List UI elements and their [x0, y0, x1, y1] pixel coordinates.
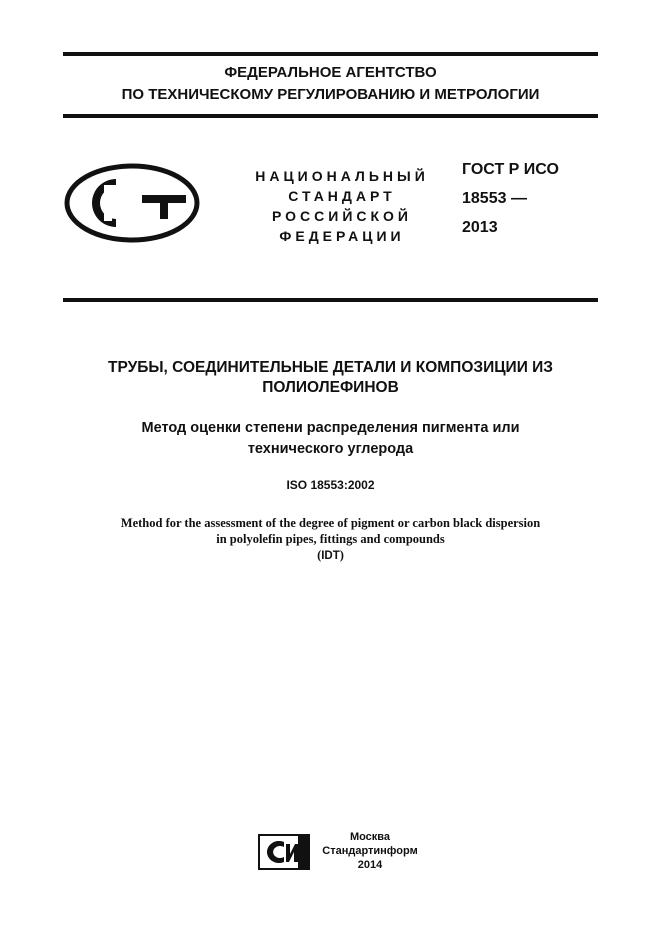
title-line-2: ПОЛИОЛЕФИНОВ: [262, 379, 399, 396]
standard-type-line-3: РОССИЙСКОЙ: [272, 208, 412, 224]
english-title: [63, 515, 598, 564]
designation-line-1: ГОСТ Р ИСО: [462, 161, 559, 178]
standard-type: [232, 166, 452, 246]
title-line-1: ТРУБЫ, СОЕДИНИТЕЛЬНЫЕ ДЕТАЛИ И КОМПОЗИЦИИ ИЗ: [108, 359, 553, 376]
english-title-line-1: Method for the assessment of the degree of pigment or carbon black dispersion: [120, 516, 541, 530]
paren-close: ): [339, 548, 344, 562]
paren-open: (: [317, 548, 322, 562]
document-title: [63, 358, 598, 398]
agency-header: [63, 62, 598, 106]
publisher-city: Москва: [349, 831, 391, 843]
idt-label: IDT: [321, 550, 340, 562]
document-subtitle: [63, 418, 598, 460]
rst-emblem-icon: [64, 163, 200, 243]
standard-type-line-4: ФЕДЕРАЦИИ: [279, 228, 405, 244]
designation-line-3: 2013: [462, 219, 498, 236]
agency-rule: [63, 114, 598, 118]
agency-line-1: ФЕДЕРАЛЬНОЕ АГЕНТСТВО: [224, 64, 437, 81]
designation-line-2: 18553 —: [462, 190, 527, 207]
english-title-line-2: in polyolefin pipes, fittings and compounds: [216, 532, 445, 546]
agency-line-2: ПО ТЕХНИЧЕСКОМУ РЕГУЛИРОВАНИЮ И МЕТРОЛОГИИ: [121, 86, 540, 103]
standard-type-line-2: СТАНДАРТ: [288, 188, 396, 204]
subtitle-line-2: технического углерода: [247, 441, 414, 457]
publisher-block: [315, 830, 425, 872]
english-title-line-3: [63, 547, 598, 564]
standard-type-line-1: НАЦИОНАЛЬНЫЙ: [255, 168, 429, 184]
standartinform-logo-icon: [258, 834, 310, 870]
top-rule: [63, 52, 598, 56]
publisher-year: 2014: [357, 859, 383, 871]
header-bottom-rule: [63, 298, 598, 302]
iso-reference: ISO 18553:2002: [286, 478, 375, 492]
publisher-name: Стандартинформ: [322, 845, 418, 857]
subtitle-line-1: Метод оценки степени распределения пигмента или: [141, 420, 520, 436]
standard-designation: [462, 155, 559, 242]
